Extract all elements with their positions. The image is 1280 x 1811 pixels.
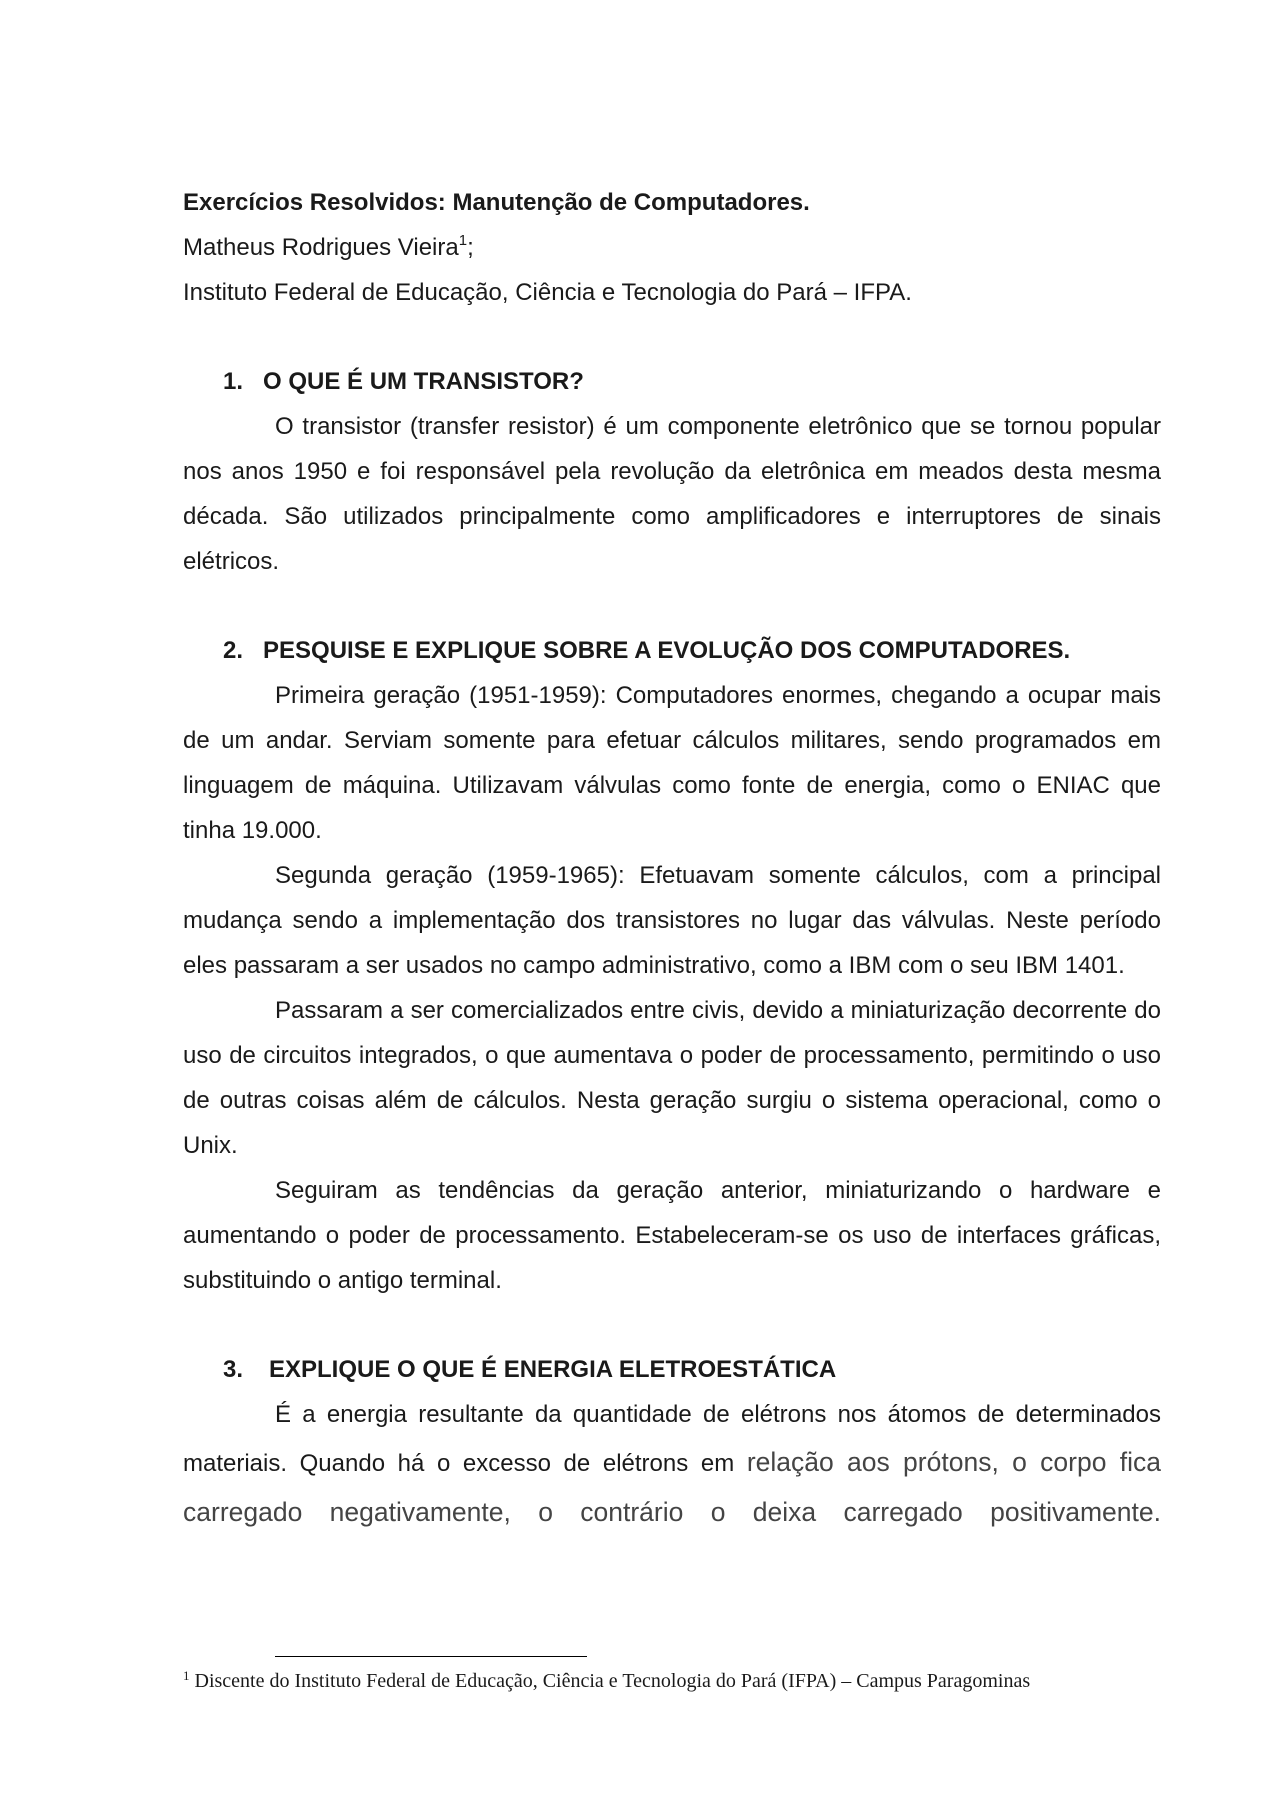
institution-line: Instituto Federal de Educação, Ciência e Tecnologia do Pará – IFPA. (183, 279, 912, 306)
section-3 (183, 1347, 1161, 1537)
document-page (183, 180, 1161, 1537)
author-suffix: ; (467, 234, 474, 261)
section-heading-text: O QUE É UM TRANSISTOR? (263, 368, 584, 395)
paragraph-part: É a energia resultante da quantidade de elétrons nos átomos de determinados materiais. Quando há o excesso de elétrons em (183, 1401, 1161, 1477)
section-number: 2. (223, 637, 244, 664)
author-line (183, 225, 1161, 270)
section-number: 1. (223, 368, 244, 395)
paragraph-part-large: relação aos prótons, o corpo fica carregado negativamente, o contrário o deixa carregado positivamente. (183, 1447, 1161, 1527)
section-heading (223, 1347, 1161, 1392)
section-2 (183, 628, 1161, 1303)
paragraph: Segunda geração (1959-1965): Efetuavam somente cálculos, com a principal mudança sendo a implementação dos transistores no lugar das válvulas. Neste período eles passaram a ser usados no campo administrativo, como a IBM com o seu IBM 1401. (183, 862, 1161, 979)
footnote-separator (275, 1656, 587, 1657)
author-name: Matheus Rodrigues Vieira (183, 234, 459, 261)
author-footnote-mark[interactable]: 1 (458, 232, 468, 249)
paragraph: Seguiram as tendências da geração anterior, miniaturizando o hardware e aumentando o poder de processamento. Estabeleceram-se os uso de interfaces gráficas, substituindo o antigo terminal. (183, 1177, 1161, 1294)
footnote (183, 1668, 1161, 1694)
document-title: Exercícios Resolvidos: Manutenção de Computadores. (183, 189, 810, 216)
paragraph (183, 1392, 1161, 1537)
paragraph: O transistor (transfer resistor) é um componente eletrônico que se tornou popular nos anos 1950 e foi responsável pela revolução da eletrônica em meados desta mesma década. São utilizados principalmente como amplificadores e interruptores de sinais elétricos. (183, 413, 1161, 575)
section-heading-text: PESQUISE E EXPLIQUE SOBRE A EVOLUÇÃO DOS COMPUTADORES. (263, 637, 1071, 664)
section-heading (223, 628, 1161, 673)
paragraph: Passaram a ser comercializados entre civis, devido a miniaturização decorrente do uso de circuitos integrados, o que aumentava o poder de processamento, permitindo o uso de outras coisas além de cálculos. Nesta geração surgiu o sistema operacional, como o Unix. (183, 997, 1161, 1159)
footnote-text: Discente do Instituto Federal de Educação, Ciência e Tecnologia do Pará (IFPA) – Campus Paragominas (194, 1670, 1031, 1692)
section-1 (183, 359, 1161, 584)
section-heading (223, 359, 1161, 404)
paragraph: Primeira geração (1951-1959): Computadores enormes, chegando a ocupar mais de um andar. Serviam somente para efetuar cálculos militares, sendo programados em linguagem de máquina. Utilizavam válvulas como fonte de energia, como o ENIAC que tinha 19.000. (183, 682, 1161, 844)
section-number: 3. (223, 1356, 244, 1383)
footnote-mark: 1 (183, 1668, 190, 1683)
section-heading-text: EXPLIQUE O QUE É ENERGIA ELETROESTÁTICA (269, 1356, 837, 1383)
